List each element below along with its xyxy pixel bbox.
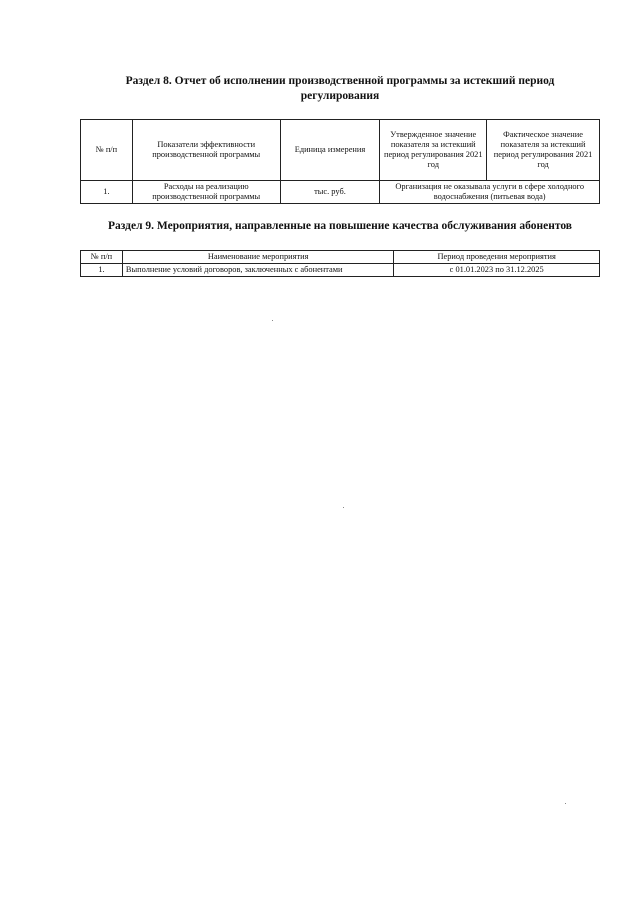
header-cell-number: № п/п [81, 120, 133, 181]
scan-speck [565, 803, 566, 804]
scan-speck [343, 507, 344, 508]
cell-number: 1. [81, 181, 133, 204]
section-8-title-line-2: регулирования [300, 90, 380, 102]
cell-number: 1. [81, 264, 123, 277]
cell-unit: тыс. руб. [280, 181, 380, 204]
header-cell-event-name: Наименование мероприятия [122, 251, 393, 264]
table-header-row [81, 120, 600, 181]
header-cell-indicator: Показатели эффективности производственной программы [132, 120, 280, 181]
table-header-row [81, 251, 600, 264]
header-cell-unit: Единица измерения [280, 120, 380, 181]
cell-indicator: Расходы на реализацию производственной программы [132, 181, 280, 204]
header-cell-number: № п/п [81, 251, 123, 264]
table-row [81, 181, 600, 204]
section-8-title [80, 74, 600, 104]
section-9-title: Раздел 9. Мероприятия, направленные на повышение качества обслуживания абонентов [107, 220, 572, 232]
section-8-table [80, 119, 600, 204]
section-9-table [80, 250, 600, 277]
table-row [81, 264, 600, 277]
header-cell-period: Период проведения мероприятия [394, 251, 600, 264]
section-8-title-line-1: Раздел 8. Отчет об исполнении производственной программы за истекший период [125, 75, 555, 87]
header-cell-approved-value: Утвержденное значение показателя за истекший период регулирования 2021 год [380, 120, 487, 181]
cell-period: с 01.01.2023 по 31.12.2025 [394, 264, 600, 277]
cell-note: Организация не оказывала услуги в сфере холодного водоснабжения (питьевая вода) [380, 181, 600, 204]
cell-event-name: Выполнение условий договоров, заключенных с абонентами [122, 264, 393, 277]
header-cell-actual-value: Фактическое значение показателя за истекший период регулирования 2021 год [487, 120, 600, 181]
scan-speck [272, 320, 273, 321]
